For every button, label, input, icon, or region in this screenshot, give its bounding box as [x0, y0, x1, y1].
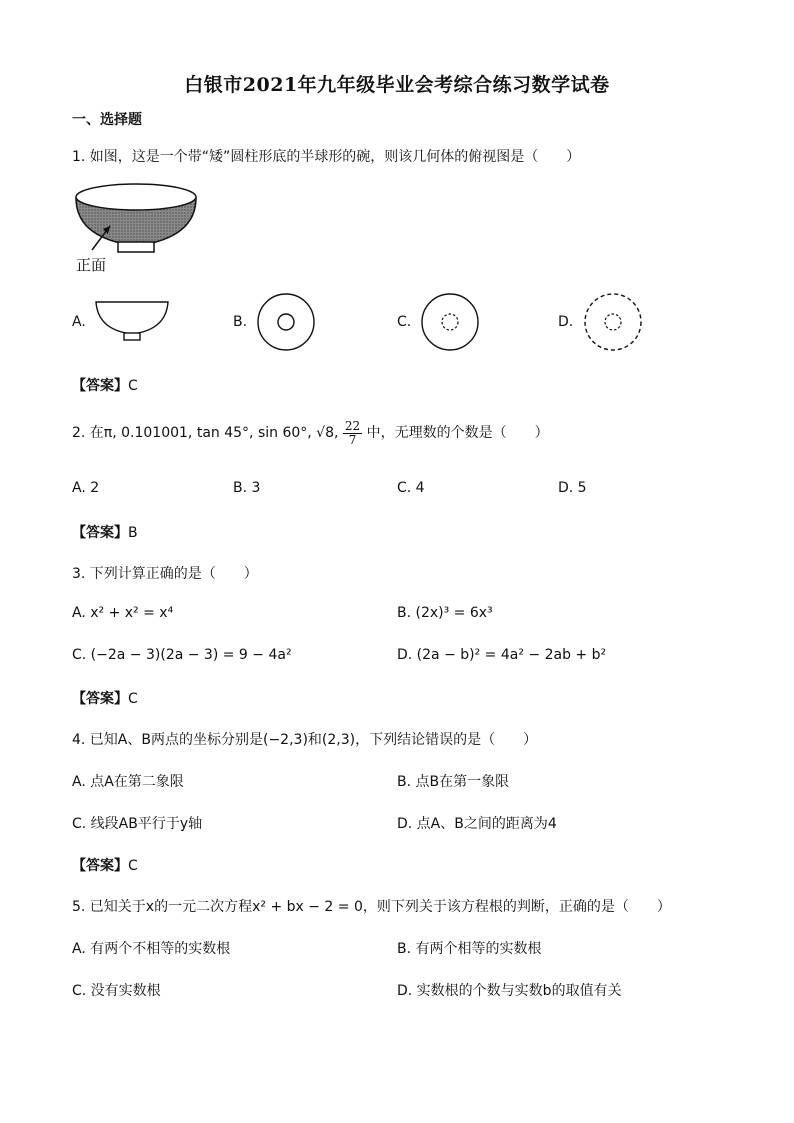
q4-answer	[72, 855, 138, 875]
q4-answer-value: C	[128, 858, 138, 874]
q5-option-b[interactable]: B. 有两个相等的实数根	[397, 941, 542, 957]
question-3-stem: 3. 下列计算正确的是（ ）	[72, 566, 258, 582]
q3-answer	[72, 688, 138, 708]
q1-option-c[interactable]: C.	[397, 314, 412, 330]
q1-option-b-figure	[256, 292, 316, 352]
q2-answer	[72, 522, 138, 542]
q2-stem-prefix: 2. 在π, 0.101001, tan 45°, sin 60°, √8,	[72, 425, 339, 441]
bowl-rim	[76, 184, 196, 210]
q3-option-a[interactable]: A. x² + x² = x⁴	[72, 605, 174, 621]
answer-tag: 【答案】	[72, 858, 128, 874]
answer-tag: 【答案】	[72, 525, 128, 541]
section-heading: 一、选择题	[72, 112, 142, 128]
q2-option-a[interactable]: A. 2	[72, 480, 100, 496]
q1-option-d[interactable]: D.	[558, 314, 574, 330]
q2-fraction	[343, 420, 362, 447]
figure-label: 正面	[76, 256, 107, 274]
question-5-stem: 5. 已知关于x的一元二次方程x² + bx − 2 = 0，则下列关于该方程根的判断，正确的是（ ）	[72, 899, 671, 915]
q2-fraction-denominator: 7	[348, 432, 357, 447]
q2-option-b[interactable]: B. 3	[233, 480, 261, 496]
q4-option-a[interactable]: A. 点A在第二象限	[72, 774, 184, 790]
bowl-foot	[118, 242, 154, 252]
q2-option-c[interactable]: C. 4	[397, 480, 425, 496]
question-2-stem	[72, 418, 549, 448]
q1-option-a[interactable]: A.	[72, 314, 86, 330]
q1-option-c-figure	[420, 292, 480, 352]
question-4-stem: 4. 已知A、B两点的坐标分别是(−2,3)和(2,3)，下列结论错误的是（ ）	[72, 732, 538, 748]
q5-option-a[interactable]: A. 有两个不相等的实数根	[72, 941, 231, 957]
q3-option-d[interactable]: D. (2a − b)² = 4a² − 2ab + b²	[397, 647, 607, 663]
q1-option-d-figure	[583, 292, 643, 352]
q4-option-c[interactable]: C. 线段AB平行于y轴	[72, 816, 203, 832]
q1-answer-value: C	[128, 378, 138, 394]
q5-option-d[interactable]: D. 实数根的个数与实数b的取值有关	[397, 983, 622, 999]
q4-option-b[interactable]: B. 点B在第一象限	[397, 774, 510, 790]
q5-option-c[interactable]: C. 没有实数根	[72, 983, 161, 999]
q2-answer-value: B	[128, 525, 138, 541]
q3-answer-value: C	[128, 691, 138, 707]
q2-stem-suffix: 中，无理数的个数是（ ）	[366, 425, 549, 441]
q4-option-d[interactable]: D. 点A、B之间的距离为4	[397, 816, 557, 832]
question-1-stem: 1. 如图，这是一个带“矮”圆柱形底的半球形的碗，则该几何体的俯视图是（ ）	[72, 149, 581, 165]
page-title: 白银市2021年九年级毕业会考综合练习数学试卷	[184, 74, 610, 96]
q3-option-c[interactable]: C. (−2a − 3)(2a − 3) = 9 − 4a²	[72, 647, 292, 663]
q1-answer	[72, 375, 138, 395]
q3-option-b[interactable]: B. (2x)³ = 6x³	[397, 605, 493, 621]
answer-tag: 【答案】	[72, 378, 128, 394]
q2-fraction-numerator: 22	[344, 418, 361, 433]
q2-option-d[interactable]: D. 5	[558, 480, 587, 496]
answer-tag: 【答案】	[72, 691, 128, 707]
q1-option-a-figure	[94, 296, 170, 346]
q1-option-b[interactable]: B.	[233, 314, 248, 330]
